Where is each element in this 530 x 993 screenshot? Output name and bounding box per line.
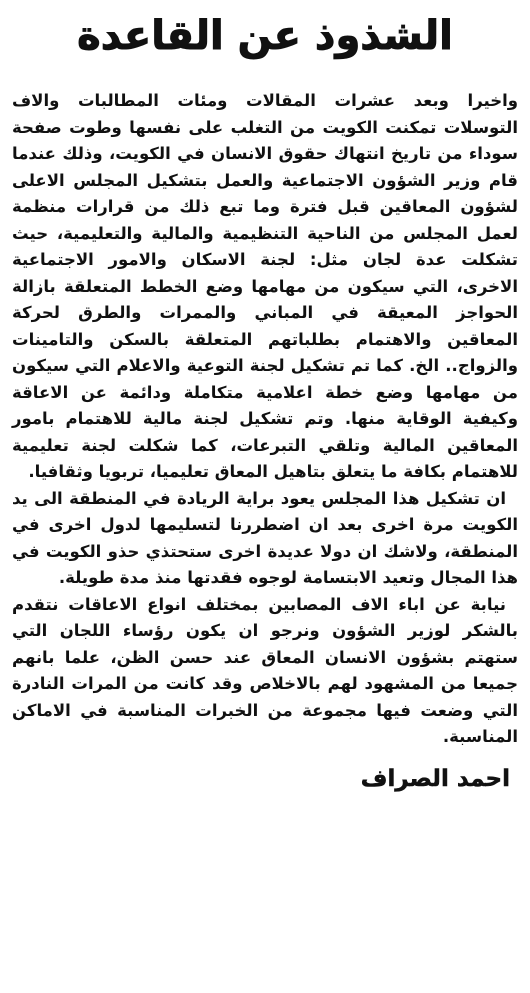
article-paragraph-2: ان تشكيل هذا المجلس يعود براية الريادة في المنطقة الى يد الكويت مرة اخرى بعد ان اضطررنا لتسليمها لدول اخرى في المنطقة، ولاشك ان دولا عديدة اخرى ستحتذي حذو الكويت في هذا المجال وتعيد الابتسامة لوجوه فقدتها منذ مدة طويلة. [12,488,518,587]
article-body [12,88,518,751]
article-paragraph-3: نيابة عن اباء الاف المصابين بمختلف انواع الاعاقات نتقدم بالشكر لوزير الشؤون ونرجو ان يكون رؤساء اللجان التي ستهتم بشؤون الانسان المعاق عند حسن الظن، علما بانهم جميعا من المشهود لهم بالاخلاص وقد كانت من المرات النادرة التي وضعت فيها مجموعة من الخبرات المناسبة في الاماكن المناسبة. [12,594,518,746]
article-author: احمد الصراف [360,765,510,792]
article-paragraph-1: واخيرا وبعد عشرات المقالات ومئات المطالبات والاف التوسلات تمكنت الكويت من التغلب على نفسها وطوت صفحة سوداء من تاريخ انتهاك حقوق الانسان في الكويت، وذلك عندما قام وزير الشؤون الاجتماعية والعمل بتشكيل المجلس الاعلى لشؤون المعاقين قبل فترة وما تبع ذلك من قرارات منظمة لعمل المجلس من الناحية التنظيمية والمالية والتعليمية، حيث تشكلت عدة لجان مثل: لجنة الاسكان والامور الاجتماعية الاخرى، التي سيكون من مهامها وضع الخطط المتعلقة بازالة الحواجز المعيقة في المباني والممرات والطرق لحركة المعاقين والاهتمام بطلباتهم المتعلقة بالسكن والتامينات والزواج.. الخ. كما تم تشكيل لجنة التوعية والاعلام التي سيكون من مهامها وضع خطة اعلامية متكاملة ودائمة عن الاعاقة وكيفية الوقاية منها. وتم تشكيل لجنة مالية للاهتمام بامور المعاقين المالية وتلقي التبرعات، كما شكلت لجنة تعليمية للاهتمام بكافة ما يتعلق بتاهيل المعاق تعليميا، تربويا وثقافيا. [12,91,518,481]
article-title: الشذوذ عن القاعدة [77,13,453,59]
